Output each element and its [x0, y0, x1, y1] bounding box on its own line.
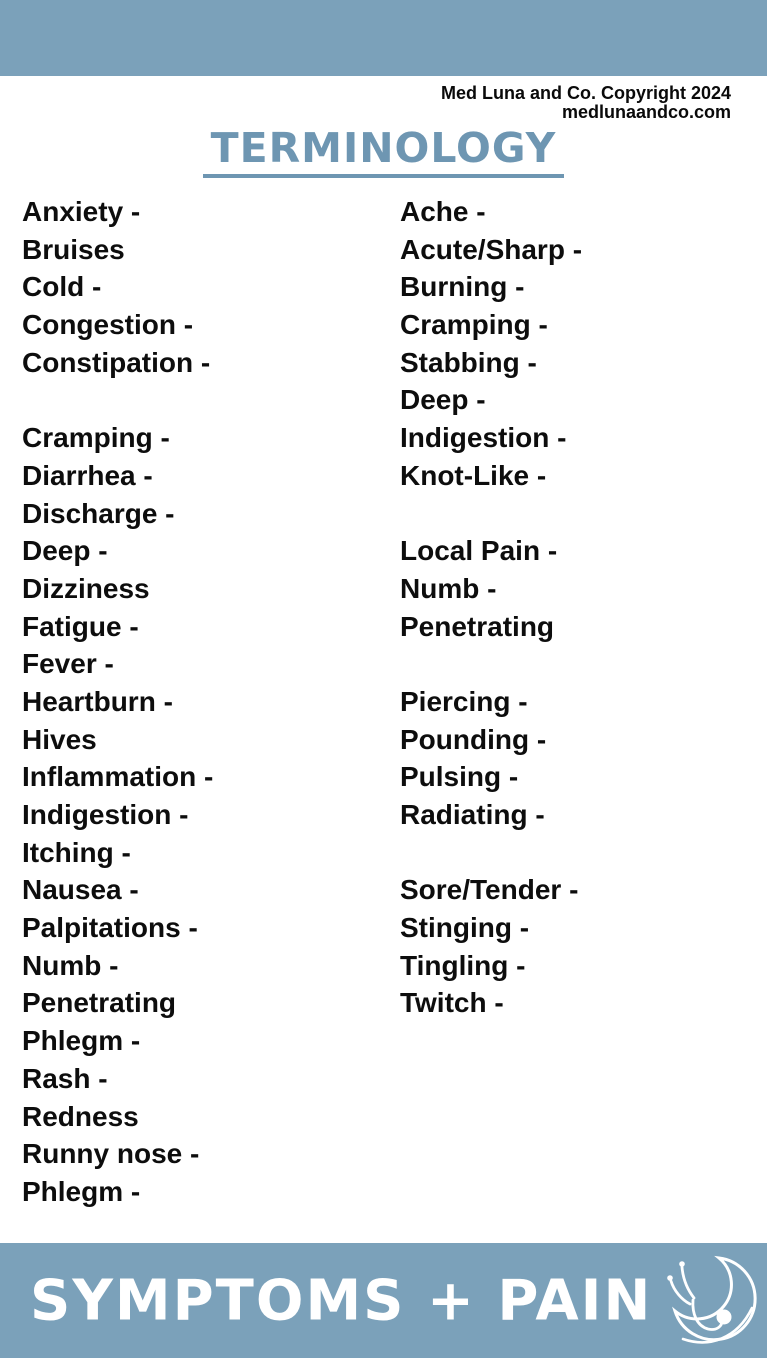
term-item: Cramping -: [22, 422, 170, 454]
term-item: Deep -: [22, 535, 108, 567]
title-row: [0, 124, 767, 178]
term-item: Piercing -: [400, 685, 528, 717]
term-item: Congestion -: [22, 309, 194, 341]
term-item: Cold -: [22, 271, 102, 303]
term-item: Itching -: [22, 836, 131, 868]
term-item: Ache -: [400, 196, 486, 227]
term-item: Dizziness: [22, 572, 150, 604]
term-item: Phlegm -: [22, 1175, 141, 1207]
term-item: Hives: [22, 723, 97, 755]
term-item: Stabbing -: [400, 346, 537, 378]
terms-column-right: [400, 193, 582, 1022]
page-title: TERMINOLOGY: [203, 124, 565, 178]
term-item: Rash -: [22, 1062, 108, 1094]
term-item: Indigestion -: [22, 799, 189, 830]
term-item: Deep -: [400, 384, 486, 416]
term-item: Radiating -: [400, 799, 545, 830]
term-item: Stinging -: [400, 912, 530, 944]
term-item: Bruises: [22, 233, 125, 265]
term-gap: [400, 495, 582, 533]
term-item: Penetrating: [22, 987, 177, 1019]
term-item: Palpitations -: [22, 912, 198, 944]
term-gap: [400, 645, 582, 683]
term-item: Twitch -: [400, 987, 504, 1019]
term-item: Redness: [22, 1100, 139, 1132]
term-item: Pulsing -: [400, 761, 519, 793]
term-item: Tingling -: [400, 949, 526, 981]
term-item: Constipation -: [22, 346, 211, 378]
term-item: Numb -: [22, 949, 119, 981]
term-item: Phlegm -: [22, 1025, 141, 1057]
term-item: Indigestion -: [400, 422, 567, 454]
terms-column-left: [22, 193, 213, 1211]
term-item: Cramping -: [400, 309, 548, 341]
term-item: Anxiety -: [22, 196, 141, 227]
term-item: Fever -: [22, 648, 114, 680]
top-banner: [0, 0, 767, 76]
term-gap: [400, 834, 582, 872]
term-item: Knot-Like -: [400, 459, 547, 491]
copyright-line1: Med Luna and Co. Copyright 2024: [440, 83, 731, 103]
term-item: Burning -: [400, 271, 525, 303]
copyright-block: [441, 84, 731, 122]
term-item: Local Pain -: [400, 535, 558, 567]
terms-columns: [0, 193, 767, 1243]
term-item: Runny nose -: [22, 1138, 200, 1170]
term-item: Fatigue -: [22, 610, 139, 642]
term-item: Heartburn -: [22, 685, 173, 717]
moon-stethoscope-logo: [661, 1251, 761, 1351]
term-gap: [22, 381, 213, 419]
term-item: Numb -: [400, 572, 497, 604]
term-item: Pounding -: [400, 723, 547, 755]
term-item: Discharge -: [22, 497, 175, 529]
term-item: Inflammation -: [22, 761, 214, 793]
term-item: Sore/Tender -: [400, 874, 579, 906]
footer-title: SYMPTOMS + PAIN: [30, 1268, 653, 1333]
term-item: Acute/Sharp -: [400, 233, 583, 265]
footer-banner: [0, 1243, 767, 1358]
term-item: Penetrating: [400, 610, 555, 642]
term-item: Nausea -: [22, 874, 139, 906]
copyright-url: medlunaandco.com: [561, 102, 731, 122]
term-item: Diarrhea -: [22, 459, 153, 491]
